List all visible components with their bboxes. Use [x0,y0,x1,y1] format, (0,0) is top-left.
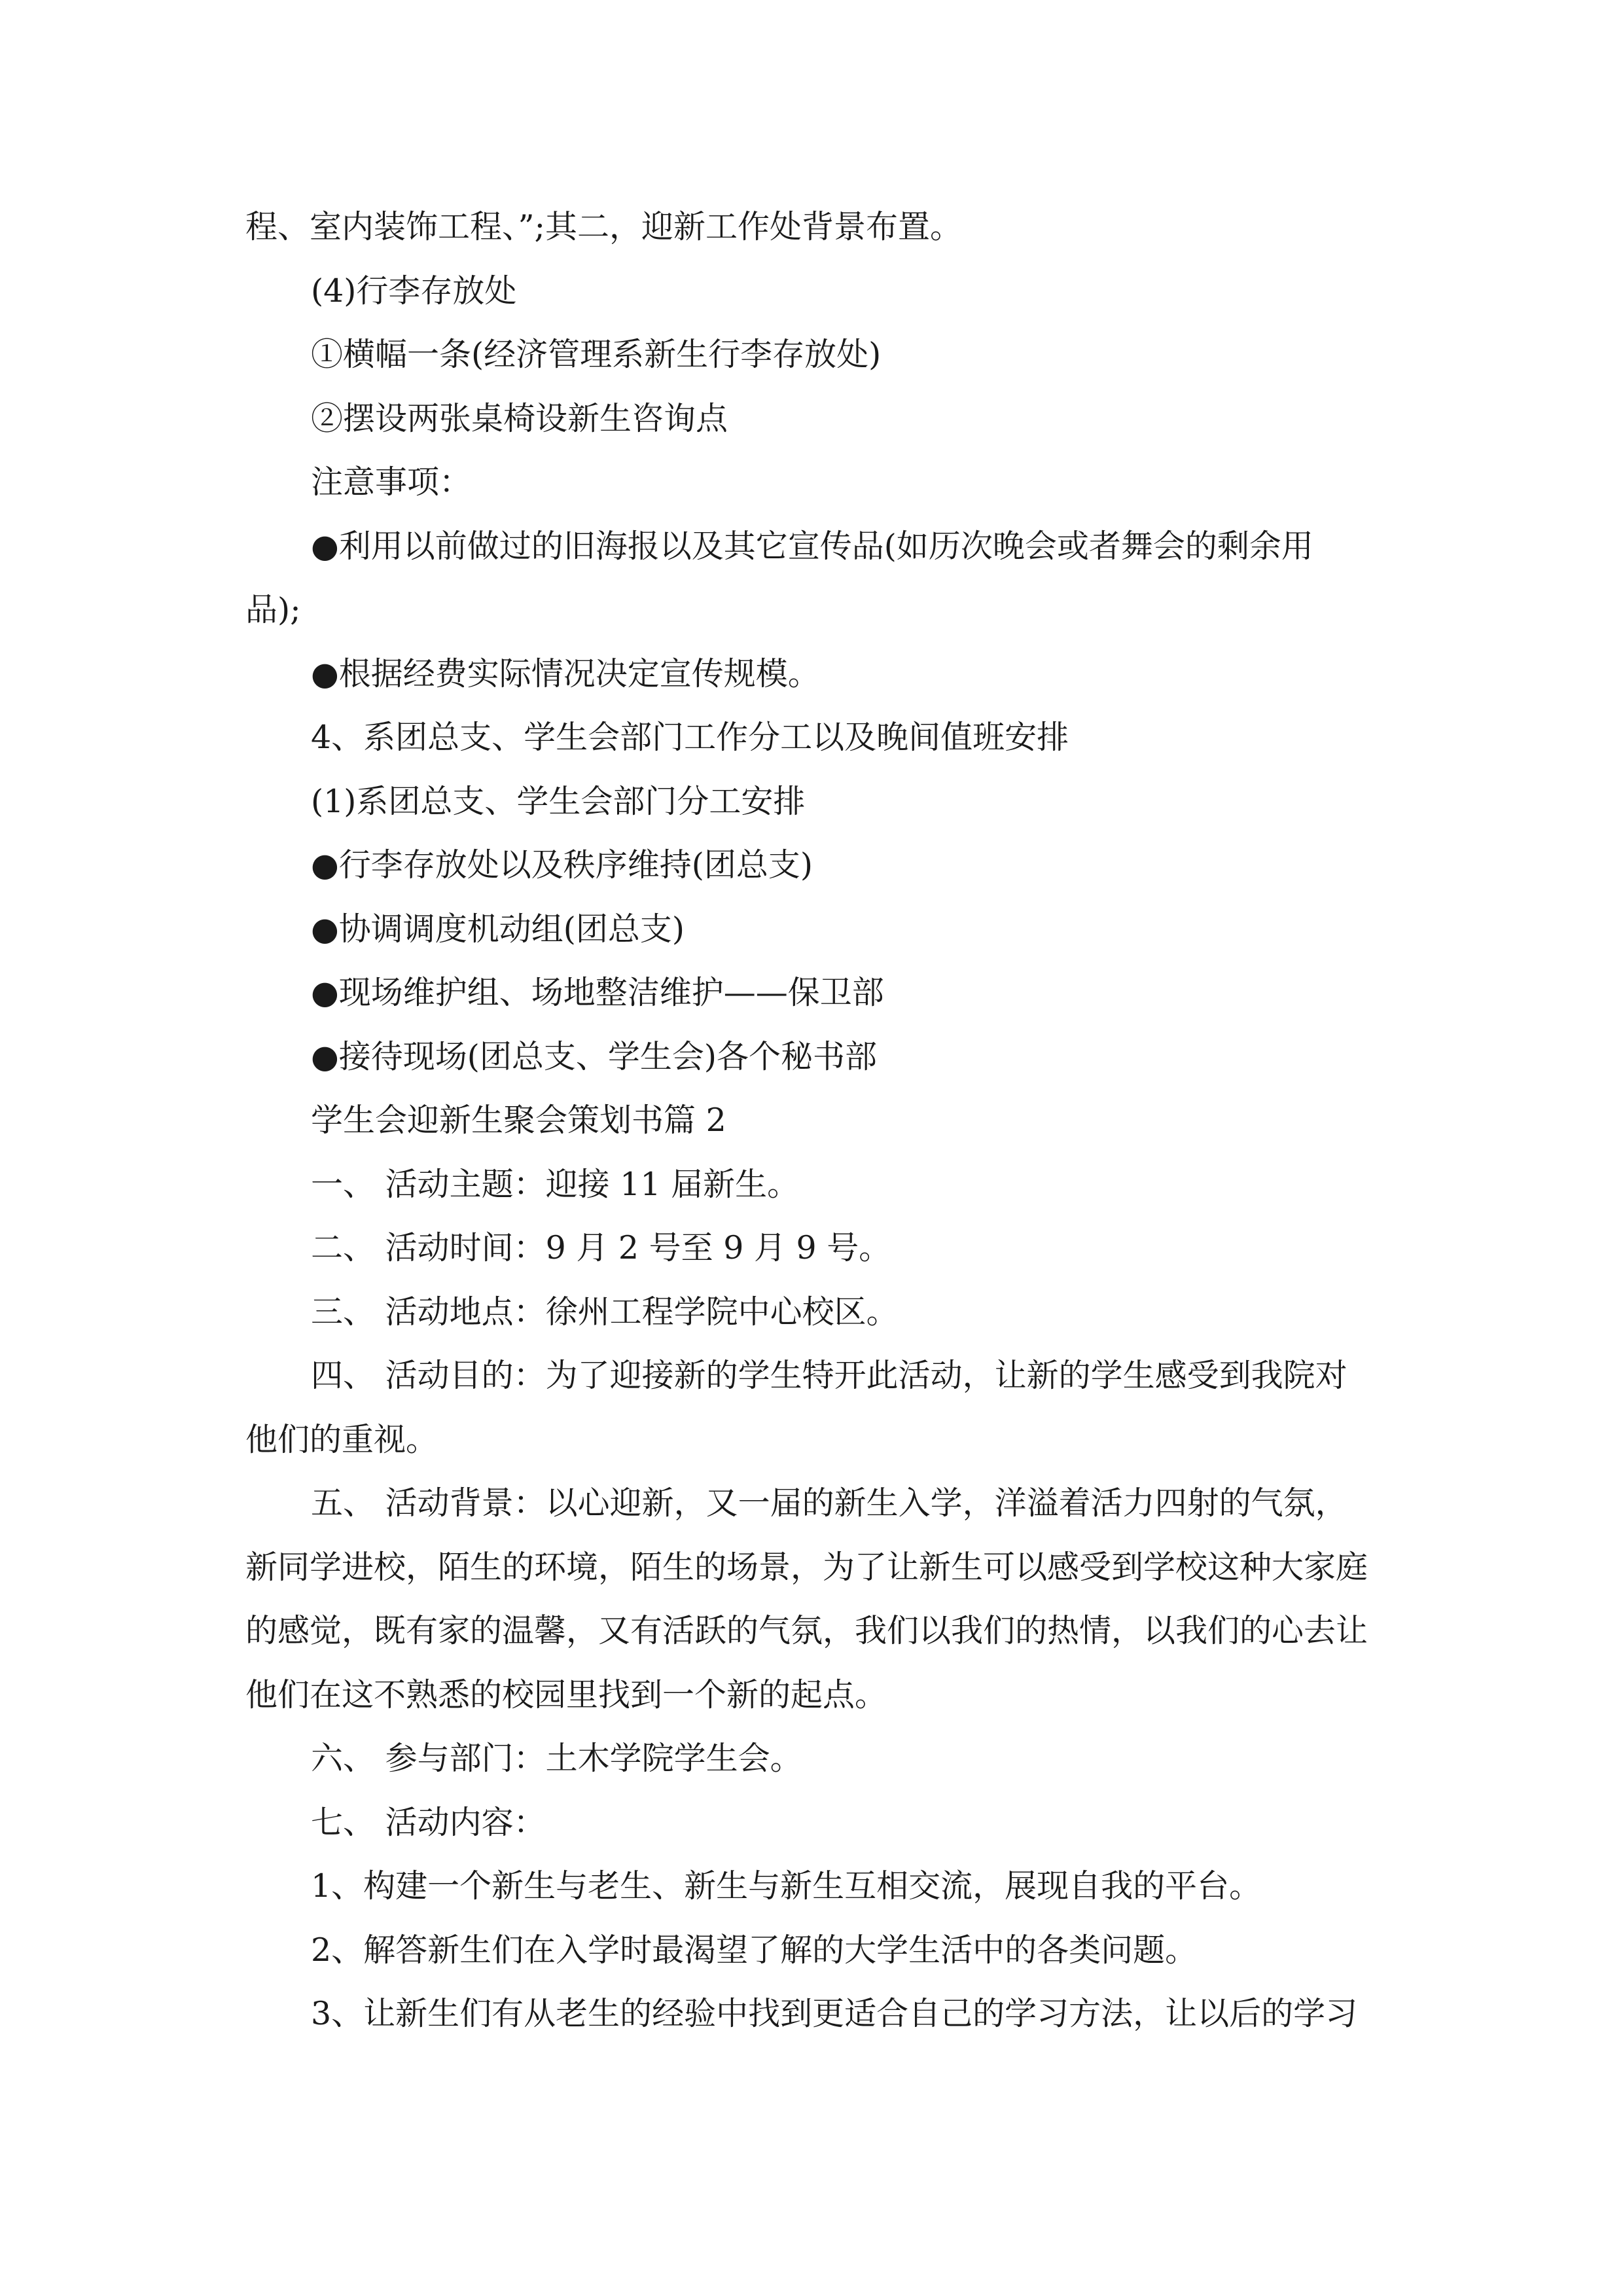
paragraph-line: 六、 参与部门：土木学院学生会。 [311,1740,802,1777]
paragraph-line: 新同学进校，陌生的环境，陌生的场景，为了让新生可以感受到学校这种大家庭 [245,1548,1368,1586]
paragraph-line: 3、让新生们有从老生的经验中找到更适合自己的学习方法，让以后的学习 [311,1995,1358,2032]
paragraph-line: ②摆设两张桌椅设新生咨询点 [311,399,728,437]
paragraph-line: (1)系团总支、学生会部门分工安排 [311,782,806,820]
paragraph-line: ●协调调度机动组(团总支) [311,910,685,948]
paragraph-line: ●现场维护组、场地整洁维护——保卫部 [311,974,884,1011]
paragraph-line: ●接待现场(团总支、学生会)各个秘书部 [311,1037,877,1075]
paragraph-line: 七、 活动内容： [311,1803,546,1841]
paragraph-line: ●利用以前做过的旧海报以及其它宣传品(如历次晚会或者舞会的剩余用 [311,527,1313,565]
section-title: 学生会迎新生聚会策划书篇 2 [311,1102,726,1139]
paragraph-line: (4)行李存放处 [311,272,517,310]
paragraph-line: 他们的重视。 [245,1420,438,1458]
paragraph-line: ●行李存放处以及秩序维持(团总支) [311,846,813,884]
paragraph-line: 品); [245,591,301,628]
paragraph-line: 二、 活动时间：9 月 2 号至 9 月 9 号。 [311,1229,891,1266]
paragraph-line: 2、解答新生们在入学时最渴望了解的大学生活中的各类问题。 [311,1931,1198,1969]
document-body [245,195,1381,2046]
paragraph-line: ①横幅一条(经济管理系新生行李存放处) [311,336,882,373]
paragraph-line: 注意事项： [311,463,472,501]
paragraph-line: 1、构建一个新生与老生、新生与新生互相交流，展现自我的平台。 [311,1867,1262,1905]
paragraph-line: 五、 活动背景：以心迎新，又一届的新生入学，洋溢着活力四射的气氛， [311,1484,1347,1522]
paragraph-line: 四、 活动目的：为了迎接新的学生特开此活动，让新的学生感受到我院对 [311,1357,1347,1394]
paragraph-line: 4、系团总支、学生会部门工作分工以及晚间值班安排 [311,719,1069,756]
paragraph-line: ●根据经费实际情况决定宣传规模。 [311,655,820,692]
paragraph-line: 三、 活动地点：徐州工程学院中心校区。 [311,1293,899,1331]
paragraph-line: 一、 活动主题：迎接 11 届新生。 [311,1165,800,1203]
paragraph-line: 程、室内装饰工程、”;其二，迎新工作处背景布置。 [245,208,963,245]
paragraph-line: 他们在这不熟悉的校园里找到一个新的起点。 [245,1676,887,1713]
paragraph-line: 的感觉，既有家的温馨，又有活跃的气氛，我们以我们的热情，以我们的心去让 [245,1612,1368,1649]
